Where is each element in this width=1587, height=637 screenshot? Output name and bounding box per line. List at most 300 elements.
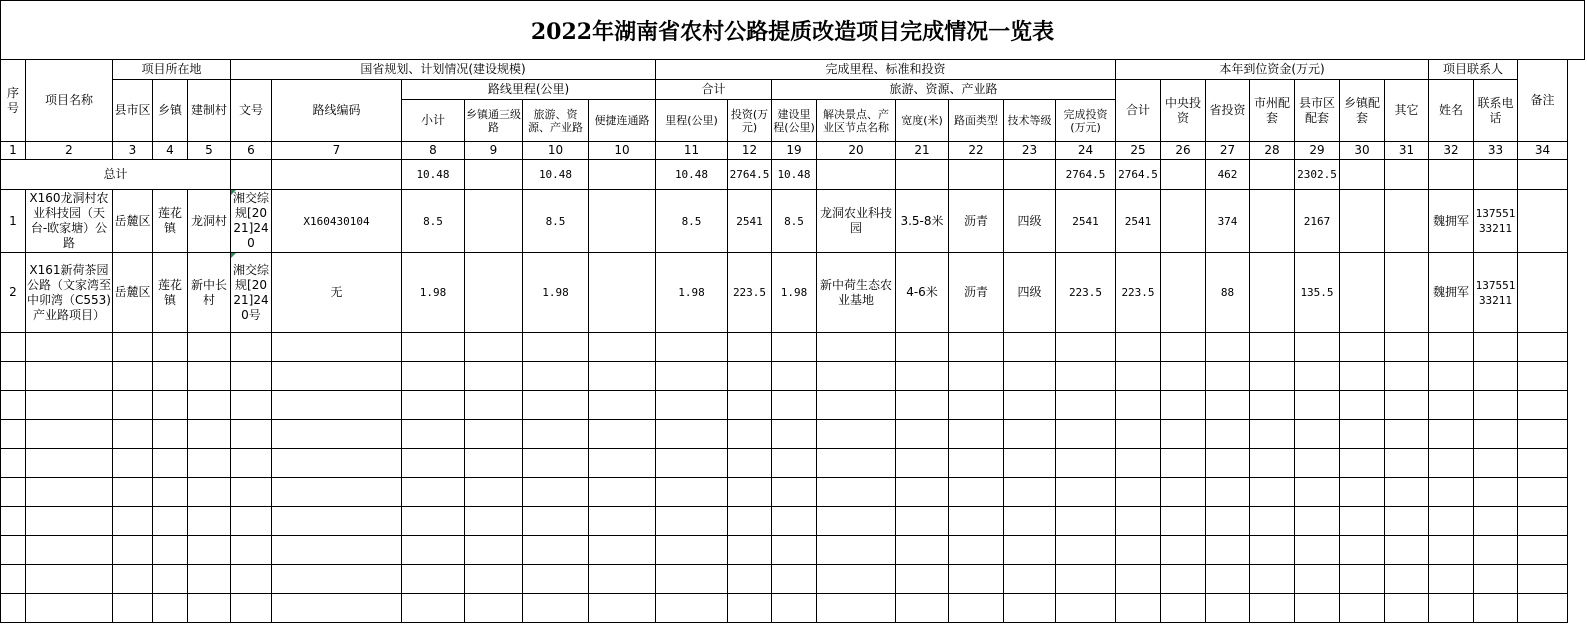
- empty-cell: [949, 565, 1004, 594]
- empty-cell: [1161, 420, 1206, 449]
- empty-cell: [1161, 565, 1206, 594]
- empty-cell: [1385, 333, 1429, 362]
- col-number: 7: [272, 142, 402, 160]
- empty-cell: [1340, 536, 1385, 565]
- row-pavement: 沥青: [949, 190, 1004, 253]
- empty-row: [1, 536, 1568, 565]
- empty-cell: [1250, 362, 1295, 391]
- empty-cell: [465, 565, 523, 594]
- empty-cell: [113, 333, 153, 362]
- empty-cell: [153, 565, 188, 594]
- empty-cell: [1340, 391, 1385, 420]
- empty-cell: [1295, 420, 1340, 449]
- empty-row: [1, 420, 1568, 449]
- empty-cell: [465, 391, 523, 420]
- empty-cell: [402, 594, 465, 623]
- row-subtotal: 1.98: [402, 253, 465, 333]
- empty-cell: [1161, 362, 1206, 391]
- empty-cell: [1116, 362, 1161, 391]
- row-mileage: 8.5: [656, 190, 728, 253]
- empty-cell: [113, 391, 153, 420]
- row-width: 3.5-8米: [896, 190, 949, 253]
- empty-cell: [272, 391, 402, 420]
- empty-row: [1, 594, 1568, 623]
- empty-cell: [1429, 333, 1474, 362]
- header-route-code: 路线编码: [272, 80, 402, 142]
- header-other: 其它: [1385, 80, 1429, 142]
- empty-cell: [26, 565, 113, 594]
- header-provincial: 省投资: [1206, 80, 1250, 142]
- empty-cell: [523, 507, 589, 536]
- empty-cell: [1056, 391, 1116, 420]
- empty-cell: [656, 362, 728, 391]
- empty-cell: [1250, 594, 1295, 623]
- empty-cell: [1004, 420, 1056, 449]
- empty-row: [1, 507, 1568, 536]
- header-city: 市州配套: [1250, 80, 1295, 142]
- empty-cell: [1518, 536, 1568, 565]
- empty-cell: [113, 449, 153, 478]
- empty-cell: [1056, 478, 1116, 507]
- empty-cell: [272, 507, 402, 536]
- empty-cell: [402, 536, 465, 565]
- empty-cell: [272, 420, 402, 449]
- column-number-row: [1, 142, 1568, 160]
- header-contact-phone: 联系电话: [1474, 80, 1518, 142]
- empty-cell: [949, 362, 1004, 391]
- empty-cell: [1161, 449, 1206, 478]
- empty-cell: [1474, 362, 1518, 391]
- header-subtotal: 小计: [402, 100, 465, 142]
- empty-cell: [1429, 362, 1474, 391]
- total-provincial: 462: [1206, 160, 1250, 190]
- empty-cell: [153, 391, 188, 420]
- empty-cell: [1250, 420, 1295, 449]
- row-investment: 2541: [728, 190, 772, 253]
- empty-cell: [402, 420, 465, 449]
- col-number: 23: [1004, 142, 1056, 160]
- empty-cell: [1250, 333, 1295, 362]
- empty-cell: [1474, 478, 1518, 507]
- col-number: 25: [1116, 142, 1161, 160]
- empty-cell: [26, 594, 113, 623]
- empty-cell: [1518, 594, 1568, 623]
- empty-cell: [728, 420, 772, 449]
- row-project-name: X161新荷茶园公路（文家湾至中卯湾（C553)产业路项目）: [26, 253, 113, 333]
- empty-cell: [1340, 507, 1385, 536]
- row-provincial: 374: [1206, 190, 1250, 253]
- empty-cell: [1340, 565, 1385, 594]
- empty-cell: [656, 536, 728, 565]
- header-village: 建制村: [188, 80, 231, 142]
- row-scenic-node: 龙洞农业科技园: [817, 190, 896, 253]
- header-width: 宽度(米): [896, 100, 949, 142]
- empty-cell: [1385, 478, 1429, 507]
- empty-cell: [1474, 565, 1518, 594]
- col-number: 3: [113, 142, 153, 160]
- empty-cell: [153, 333, 188, 362]
- empty-cell: [817, 594, 896, 623]
- empty-cell: [188, 449, 231, 478]
- empty-cell: [523, 449, 589, 478]
- empty-cell: [896, 333, 949, 362]
- row-project-name: X160龙洞村农业科技园（天台-欧家塘）公路: [26, 190, 113, 253]
- empty-cell: [1116, 594, 1161, 623]
- col-number: 31: [1385, 142, 1429, 160]
- col-number: 28: [1250, 142, 1295, 160]
- empty-cell: [1056, 333, 1116, 362]
- empty-cell: [1340, 333, 1385, 362]
- empty-cell: [231, 449, 272, 478]
- empty-cell: [949, 420, 1004, 449]
- row-town: 莲花镇: [153, 253, 188, 333]
- empty-cell: [949, 333, 1004, 362]
- row-funds-total: 2541: [1116, 190, 1161, 253]
- row-contact-name: 魏拥军: [1429, 190, 1474, 253]
- empty-cell: [1250, 565, 1295, 594]
- empty-cell: [231, 536, 272, 565]
- empty-cell: [1116, 449, 1161, 478]
- row-doc-no: 湘交综规[2021]240: [231, 190, 272, 253]
- empty-cell: [1161, 507, 1206, 536]
- empty-cell: [728, 594, 772, 623]
- empty-cell: [1295, 478, 1340, 507]
- empty-cell: [728, 478, 772, 507]
- col-number: 5: [188, 142, 231, 160]
- empty-cell: [1385, 362, 1429, 391]
- col-number: 32: [1429, 142, 1474, 160]
- empty-cell: [949, 478, 1004, 507]
- empty-cell: [1429, 391, 1474, 420]
- header-location: 项目所在地: [113, 60, 231, 80]
- empty-cell: [589, 449, 656, 478]
- empty-cell: [465, 507, 523, 536]
- row-contact-phone: 13755133211: [1474, 190, 1518, 253]
- empty-cell: [188, 391, 231, 420]
- empty-cell: [772, 391, 817, 420]
- empty-cell: [113, 594, 153, 623]
- empty-cell: [272, 594, 402, 623]
- total-label: 总计: [1, 160, 231, 190]
- col-number: 19: [772, 142, 817, 160]
- empty-cell: [1474, 420, 1518, 449]
- empty-cell: [589, 507, 656, 536]
- col-number: 4: [153, 142, 188, 160]
- empty-cell: [1, 507, 26, 536]
- empty-cell: [949, 536, 1004, 565]
- empty-cell: [728, 507, 772, 536]
- row-provincial: 88: [1206, 253, 1250, 333]
- header-scenic-node: 解决景点、产业区节点名称: [817, 100, 896, 142]
- empty-cell: [1429, 594, 1474, 623]
- empty-cell: [1206, 449, 1250, 478]
- empty-cell: [1474, 594, 1518, 623]
- empty-cell: [589, 420, 656, 449]
- row-completed-invest: 223.5: [1056, 253, 1116, 333]
- sheet-title: 2022年湖南省农村公路提质改造项目完成情况一览表: [0, 0, 1585, 60]
- empty-cell: [728, 362, 772, 391]
- empty-cell: [465, 362, 523, 391]
- empty-cell: [1385, 594, 1429, 623]
- row-funds-total: 223.5: [1116, 253, 1161, 333]
- empty-cell: [523, 362, 589, 391]
- empty-cell: [896, 362, 949, 391]
- empty-cell: [1206, 420, 1250, 449]
- col-number: 22: [949, 142, 1004, 160]
- empty-cell: [1, 420, 26, 449]
- empty-cell: [523, 565, 589, 594]
- empty-cell: [656, 507, 728, 536]
- empty-cell: [896, 478, 949, 507]
- row-mileage: 1.98: [656, 253, 728, 333]
- empty-cell: [188, 333, 231, 362]
- row-build-mileage: 1.98: [772, 253, 817, 333]
- total-subtotal: 10.48: [402, 160, 465, 190]
- total-mileage: 10.48: [656, 160, 728, 190]
- empty-cell: [1206, 565, 1250, 594]
- header-tech-grade: 技术等级: [1004, 100, 1056, 142]
- row-seq: 2: [1, 253, 26, 333]
- empty-cell: [1206, 478, 1250, 507]
- empty-cell: [1385, 391, 1429, 420]
- col-number: 10: [523, 142, 589, 160]
- empty-cell: [1429, 449, 1474, 478]
- empty-cell: [949, 449, 1004, 478]
- empty-cell: [1385, 507, 1429, 536]
- empty-cell: [465, 478, 523, 507]
- empty-row: [1, 478, 1568, 507]
- empty-cell: [1518, 362, 1568, 391]
- col-number: 24: [1056, 142, 1116, 160]
- empty-cell: [728, 391, 772, 420]
- empty-cell: [1, 362, 26, 391]
- row-tourism: 1.98: [523, 253, 589, 333]
- empty-cell: [1116, 391, 1161, 420]
- empty-cell: [26, 362, 113, 391]
- empty-cell: [153, 507, 188, 536]
- col-number: 8: [402, 142, 465, 160]
- empty-cell: [896, 507, 949, 536]
- empty-cell: [896, 536, 949, 565]
- empty-cell: [272, 478, 402, 507]
- empty-cell: [1295, 449, 1340, 478]
- empty-cell: [1004, 507, 1056, 536]
- empty-cell: [113, 478, 153, 507]
- total-completed-invest: 2764.5: [1056, 160, 1116, 190]
- empty-cell: [1250, 478, 1295, 507]
- empty-cell: [656, 449, 728, 478]
- empty-cell: [656, 594, 728, 623]
- empty-cell: [1, 565, 26, 594]
- empty-cell: [1518, 333, 1568, 362]
- empty-cell: [1429, 507, 1474, 536]
- row-village: 龙洞村: [188, 190, 231, 253]
- row-subtotal: 8.5: [402, 190, 465, 253]
- header-contact-name: 姓名: [1429, 80, 1474, 142]
- empty-cell: [1, 536, 26, 565]
- empty-cell: [272, 536, 402, 565]
- empty-cell: [523, 594, 589, 623]
- empty-cell: [949, 594, 1004, 623]
- col-number: 20: [817, 142, 896, 160]
- empty-cell: [1004, 536, 1056, 565]
- empty-cell: [772, 478, 817, 507]
- row-county: 岳麓区: [113, 190, 153, 253]
- header-route-mileage: 路线里程(公里): [402, 80, 656, 100]
- header-convenient-road: 便捷连通路: [589, 100, 656, 142]
- header-county: 县市区: [113, 80, 153, 142]
- empty-cell: [26, 478, 113, 507]
- header-tourism-road: 旅游、资源、产业路: [523, 100, 589, 142]
- empty-cell: [1429, 536, 1474, 565]
- empty-cell: [402, 478, 465, 507]
- empty-cell: [402, 449, 465, 478]
- project-table: [0, 59, 1568, 623]
- empty-cell: [656, 478, 728, 507]
- empty-cell: [896, 420, 949, 449]
- empty-cell: [26, 420, 113, 449]
- empty-cell: [153, 536, 188, 565]
- col-number: 33: [1474, 142, 1518, 160]
- empty-cell: [1518, 391, 1568, 420]
- header-seq: 序号: [1, 60, 26, 142]
- empty-cell: [896, 391, 949, 420]
- row-town: 莲花镇: [153, 190, 188, 253]
- empty-cell: [465, 594, 523, 623]
- empty-cell: [1206, 594, 1250, 623]
- empty-cell: [817, 333, 896, 362]
- empty-cell: [1340, 449, 1385, 478]
- empty-cell: [1161, 391, 1206, 420]
- header-town-fund: 乡镇配套: [1340, 80, 1385, 142]
- col-number: 9: [465, 142, 523, 160]
- empty-cell: [589, 391, 656, 420]
- total-investment: 2764.5: [728, 160, 772, 190]
- empty-cell: [26, 507, 113, 536]
- empty-cell: [1206, 536, 1250, 565]
- empty-cell: [153, 362, 188, 391]
- col-number: 21: [896, 142, 949, 160]
- empty-cell: [1161, 478, 1206, 507]
- empty-cell: [1161, 594, 1206, 623]
- empty-cell: [1295, 391, 1340, 420]
- header-mileage: 里程(公里): [656, 100, 728, 142]
- empty-cell: [465, 333, 523, 362]
- empty-cell: [1, 594, 26, 623]
- empty-cell: [1056, 536, 1116, 565]
- row-route-code: X160430104: [272, 190, 402, 253]
- row-build-mileage: 8.5: [772, 190, 817, 253]
- empty-cell: [1295, 333, 1340, 362]
- empty-cell: [272, 362, 402, 391]
- row-village: 新中长村: [188, 253, 231, 333]
- empty-cell: [153, 420, 188, 449]
- empty-cell: [1250, 536, 1295, 565]
- empty-cell: [1206, 391, 1250, 420]
- col-number: 6: [231, 142, 272, 160]
- empty-cell: [1429, 478, 1474, 507]
- empty-cell: [772, 507, 817, 536]
- empty-cell: [402, 507, 465, 536]
- empty-cell: [817, 391, 896, 420]
- row-county-fund: 135.5: [1295, 253, 1340, 333]
- row-scenic-node: 新中荷生态农业基地: [817, 253, 896, 333]
- empty-cell: [589, 333, 656, 362]
- empty-cell: [113, 362, 153, 391]
- empty-cell: [1518, 507, 1568, 536]
- empty-cell: [1206, 507, 1250, 536]
- empty-cell: [465, 449, 523, 478]
- empty-cell: [1385, 565, 1429, 594]
- empty-cell: [772, 536, 817, 565]
- empty-cell: [1116, 420, 1161, 449]
- header-county-fund: 县市区配套: [1295, 80, 1340, 142]
- table-row: [1, 253, 1568, 333]
- empty-cell: [817, 449, 896, 478]
- header-funds: 本年到位资金(万元): [1116, 60, 1429, 80]
- header-total: 合计: [656, 80, 772, 100]
- empty-cell: [1518, 565, 1568, 594]
- row-tourism: 8.5: [523, 190, 589, 253]
- empty-cell: [1295, 362, 1340, 391]
- empty-cell: [402, 391, 465, 420]
- empty-cell: [1161, 536, 1206, 565]
- empty-cell: [113, 565, 153, 594]
- empty-cell: [728, 333, 772, 362]
- empty-cell: [949, 507, 1004, 536]
- empty-cell: [1004, 594, 1056, 623]
- empty-cell: [728, 536, 772, 565]
- empty-cell: [1518, 449, 1568, 478]
- empty-cell: [1004, 333, 1056, 362]
- header-investment: 投资(万元): [728, 100, 772, 142]
- col-number: 2: [26, 142, 113, 160]
- header-build-mileage: 建设里程(公里): [772, 100, 817, 142]
- header-remark: 备注: [1518, 60, 1568, 142]
- empty-cell: [1, 391, 26, 420]
- empty-cell: [589, 536, 656, 565]
- empty-cell: [1004, 449, 1056, 478]
- empty-cell: [231, 333, 272, 362]
- empty-cell: [465, 420, 523, 449]
- empty-cell: [1295, 565, 1340, 594]
- empty-cell: [26, 333, 113, 362]
- total-row: [1, 160, 1568, 190]
- empty-cell: [188, 594, 231, 623]
- empty-cell: [1116, 478, 1161, 507]
- header-completed: 完成里程、标准和投资: [656, 60, 1116, 80]
- empty-cell: [1429, 420, 1474, 449]
- empty-cell: [1518, 420, 1568, 449]
- empty-cell: [231, 420, 272, 449]
- empty-cell: [1, 449, 26, 478]
- row-doc-no: 湘交综规[2021]240号: [231, 253, 272, 333]
- empty-cell: [1056, 565, 1116, 594]
- empty-cell: [231, 507, 272, 536]
- total-tourism: 10.48: [523, 160, 589, 190]
- empty-cell: [1385, 449, 1429, 478]
- empty-cell: [772, 565, 817, 594]
- empty-cell: [1385, 420, 1429, 449]
- empty-cell: [188, 478, 231, 507]
- total-county-fund: 2302.5: [1295, 160, 1340, 190]
- empty-cell: [1056, 449, 1116, 478]
- header-plan: 国省规划、计划情况(建设规模): [231, 60, 656, 80]
- empty-cell: [896, 565, 949, 594]
- empty-cell: [231, 594, 272, 623]
- empty-cell: [1206, 333, 1250, 362]
- empty-cell: [1295, 507, 1340, 536]
